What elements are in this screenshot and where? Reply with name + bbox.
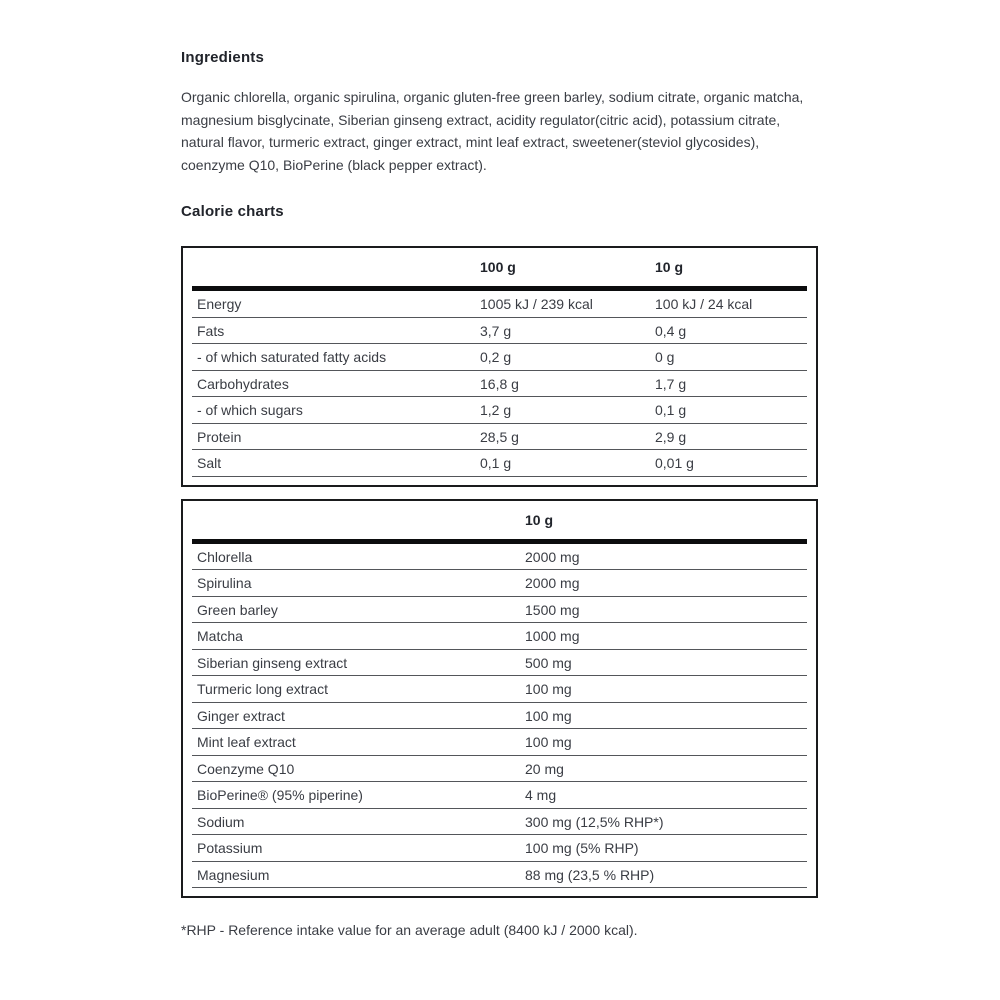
row-value-10g: 88 mg (23,5 % RHP) [525,866,655,883]
row-value-10g: 0,1 g [655,402,687,419]
table-row [192,570,807,597]
row-value-10g: 4 mg [525,787,557,804]
row-label: Protein [197,428,242,445]
ingredients-heading: Ingredients [181,49,265,66]
table-row [192,756,807,783]
nutrition-table [181,246,818,487]
row-value-10g: 0,01 g [655,455,694,472]
row-value-10g: 100 mg [525,707,572,724]
row-value-100g: 28,5 g [480,428,519,445]
row-label: Matcha [197,628,243,645]
row-label: Green barley [197,601,278,618]
nutrition-table-header [192,248,807,286]
row-value-10g: 0 g [655,349,675,366]
row-label: Energy [197,296,242,313]
row-label: Coenzyme Q10 [197,760,295,777]
table-row [192,729,807,756]
table-row [192,650,807,677]
row-value-10g: 100 kJ / 24 kcal [655,296,753,313]
row-label: Salt [197,455,222,472]
composition-table [181,499,818,899]
table-row [192,344,807,371]
row-value-100g: 0,1 g [480,455,512,472]
row-label: Chlorella [197,548,253,565]
row-value-10g: 1500 mg [525,601,580,618]
rhp-reference-footnote: *RHP - Reference intake value for an average adult (8400 kJ / 2000 kcal). [181,922,638,939]
row-label: - of which sugars [197,402,303,419]
row-label: Carbohydrates [197,375,289,392]
table-row [192,597,807,624]
ingredients-paragraph: Organic chlorella, organic spirulina, organic gluten-free green barley, sodium citrate, organic matcha, magnesium bisglycinate, Siberian ginseng extract, acidity regulator(citric acid), potassium citrate, natural flavor, turmeric extract, ginger extract, mint leaf extract, sweetener(steviol glycosides), coenzyme Q10, BioPerine (black pepper extract). [181,89,804,173]
row-label: Fats [197,322,225,339]
row-value-10g: 500 mg [525,654,572,671]
table-row [192,862,807,889]
row-label: Turmeric long extract [197,681,328,698]
row-label: BioPerine® (95% piperine) [197,787,363,804]
table-row [192,544,807,571]
composition-header-10g: 10 g [525,511,554,528]
nutrition-header-10g: 10 g [655,259,684,276]
row-label: Potassium [197,840,263,857]
table-row [192,291,807,318]
composition-table-header [192,501,807,539]
nutrition-header-100g: 100 g [480,259,516,276]
row-value-10g: 0,4 g [655,322,687,339]
table-row [192,371,807,398]
table-row [192,782,807,809]
row-value-10g: 20 mg [525,760,564,777]
row-value-100g: 16,8 g [480,375,519,392]
row-value-10g: 100 mg [525,734,572,751]
row-value-100g: 0,2 g [480,349,512,366]
row-value-10g: 2000 mg [525,548,580,565]
row-value-100g: 1,2 g [480,402,512,419]
row-label: - of which saturated fatty acids [197,349,387,366]
row-value-10g: 100 mg (5% RHP) [525,840,639,857]
calorie-charts-heading: Calorie charts [181,203,284,221]
row-label: Ginger extract [197,707,285,724]
row-value-10g: 300 mg (12,5% RHP*) [525,813,664,830]
table-row [192,623,807,650]
row-value-100g: 3,7 g [480,322,512,339]
table-row [192,809,807,836]
row-value-10g: 1000 mg [525,628,580,645]
row-value-10g: 2,9 g [655,428,687,445]
row-label: Magnesium [197,866,270,883]
row-label: Sodium [197,813,245,830]
row-value-10g: 2000 mg [525,575,580,592]
table-row [192,397,807,424]
row-value-10g: 100 mg [525,681,572,698]
row-value-10g: 1,7 g [655,375,687,392]
row-label: Mint leaf extract [197,734,296,751]
row-label: Spirulina [197,575,252,592]
product-description-section [181,0,818,938]
row-value-100g: 1005 kJ / 239 kcal [480,296,593,313]
table-row [192,835,807,862]
table-row [192,424,807,451]
table-row [192,450,807,477]
table-row [192,703,807,730]
row-label: Siberian ginseng extract [197,654,348,671]
table-row [192,318,807,345]
table-row [192,676,807,703]
